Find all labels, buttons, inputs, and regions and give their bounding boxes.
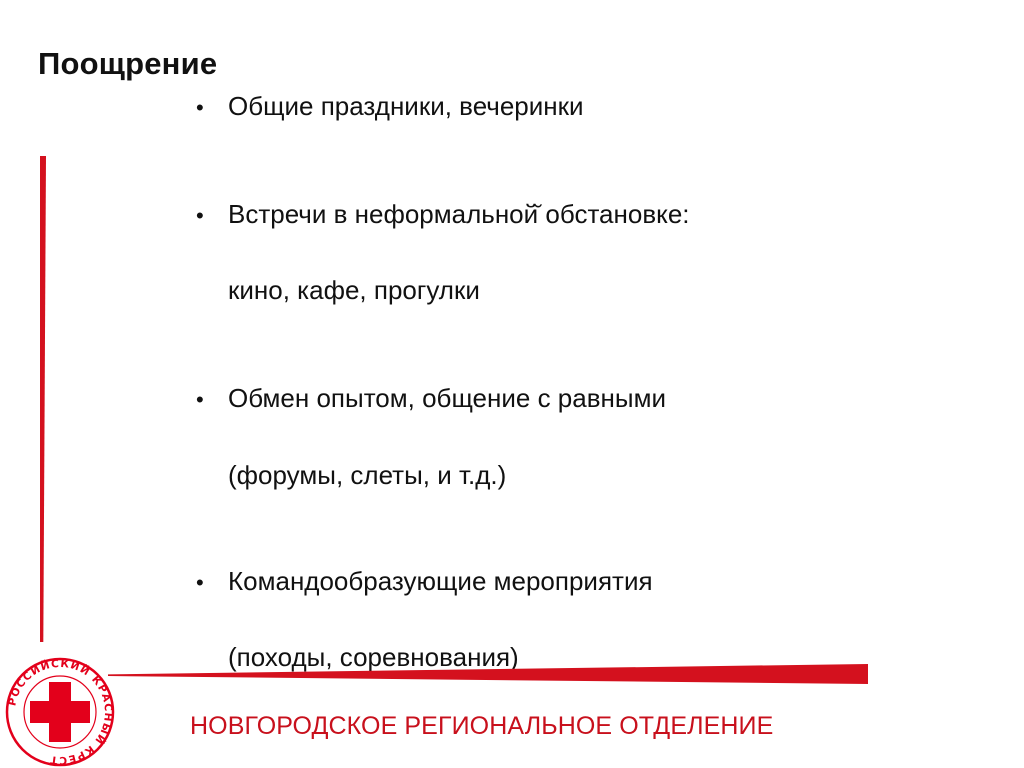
red-cross-icon (30, 682, 90, 742)
bullet-continuation: (форумы, слеты, и т.д.) (228, 460, 507, 490)
red-cross-logo (4, 656, 116, 768)
bullet-list (196, 0, 956, 768)
bullet-text: Командообразующие мероприятия (228, 566, 653, 596)
accent-vertical-line (40, 156, 46, 642)
slide-title: Поощрение (38, 46, 218, 81)
bullet-text: Обмен опытом, общение с равными (228, 383, 666, 413)
bullet-item (196, 90, 584, 124)
bullet-marker: • (196, 387, 204, 412)
bullet-text: Встречи в неформальной̆ обстановке: (228, 199, 690, 229)
bullet-continuation: кино, кафе, прогулки (228, 275, 480, 305)
bullet-text: Общие праздники, вечеринки (228, 91, 584, 121)
bullet-item (196, 565, 653, 599)
bullet-marker: • (196, 570, 204, 595)
footer-organization-name: НОВГОРОДСКОЕ РЕГИОНАЛЬНОЕ ОТДЕЛЕНИЕ (190, 712, 774, 740)
bullet-item (196, 198, 690, 232)
bullet-marker: • (196, 95, 204, 120)
logo-ring-text: РОССИЙСКИЙ КРАСНЫЙ КРЕСТ (6, 657, 115, 767)
bullet-continuation: (походы, соревнования) (228, 642, 519, 672)
bullet-marker: • (196, 203, 204, 228)
bullet-item (196, 382, 666, 416)
